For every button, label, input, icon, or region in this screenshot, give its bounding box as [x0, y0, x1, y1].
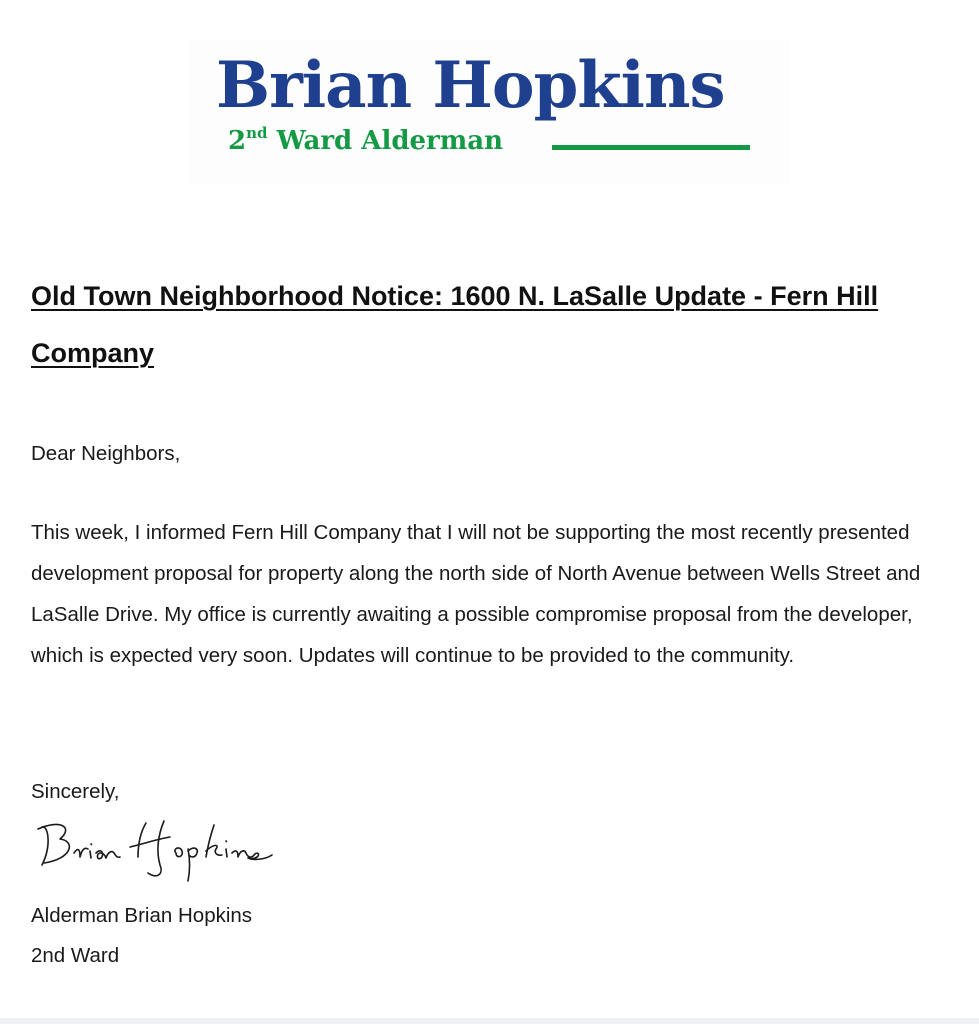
page-bottom-edge	[0, 1018, 979, 1024]
closing: Sincerely,	[31, 780, 120, 803]
logo-office-title: Ward Alderman	[276, 126, 504, 156]
signer-ward: 2nd Ward	[31, 944, 120, 967]
logo-underline-rule	[552, 145, 750, 150]
signer-name: Alderman Brian Hopkins	[31, 904, 253, 927]
letter-body-paragraph: This week, I informed Fern Hill Company that I will not be supporting the most recently presented development proposal for property along the north side of North Avenue between Wells Street and LaSalle Drive. My office is currently awaiting a possible compromise proposal from the developer, which is expected very soon. Updates will continue to be provided to the community.	[31, 521, 921, 667]
logo-office-line	[228, 124, 503, 158]
handwritten-signature	[30, 815, 280, 890]
logo-ordinal-suffix: nd	[246, 124, 268, 142]
logo-name: Brian Hopkins	[216, 48, 725, 123]
logo-ward-number: 2	[228, 126, 247, 156]
letterhead-logo	[190, 40, 790, 185]
salutation: Dear Neighbors,	[31, 442, 181, 465]
notice-title: Old Town Neighborhood Notice: 1600 N. LaSalle Update - Fern Hill Company	[31, 281, 879, 368]
